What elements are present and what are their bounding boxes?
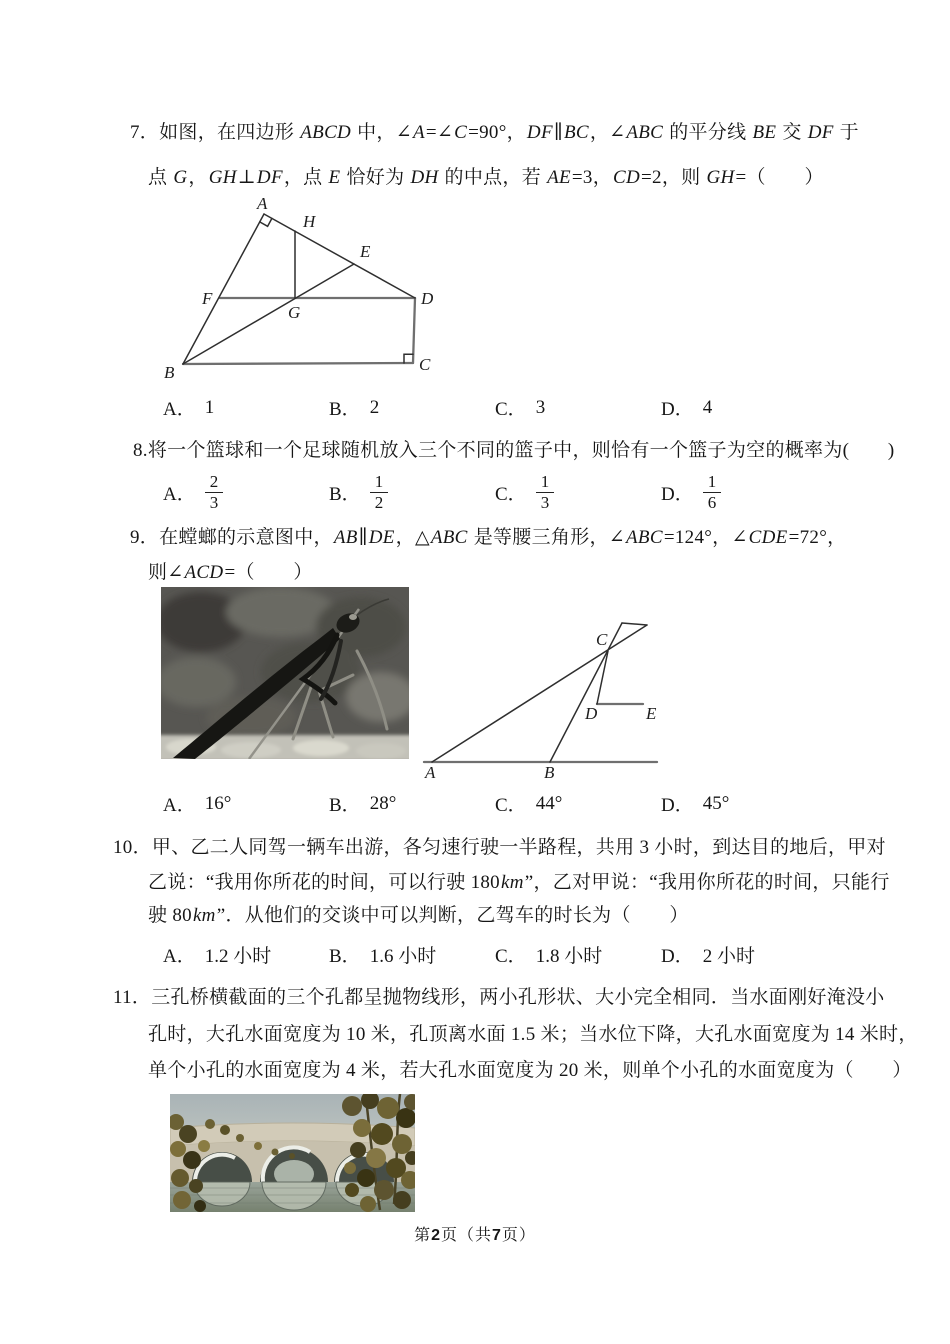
option-label: C． [495, 399, 527, 420]
option-value: 1.8 小时 [535, 946, 603, 967]
option-label: A． [163, 399, 196, 420]
q8-option-d [661, 466, 827, 518]
fig9-label-b: B [544, 763, 555, 780]
q7-option-b [329, 394, 495, 421]
q11-text-line-1: 11．三孔桥横截面的三个孔都呈抛物线形，两小孔形状、大小完全相同．当水面刚好淹没小 [113, 987, 885, 1008]
q9-options [163, 790, 843, 817]
option-value: 45° [702, 792, 730, 814]
fraction [703, 472, 722, 512]
fig7-label-b: B [164, 363, 175, 382]
fig7-label-h: H [303, 212, 316, 231]
q10-text-line-1: 10．甲、乙二人同驾一辆车出游，各匀速行驶一半路程，共用 3 小时，到达目的地后，甲对 [113, 837, 886, 858]
option-label: B． [329, 483, 361, 505]
fig9-label-d: D [585, 704, 598, 723]
fig7-label-a: A [257, 197, 268, 213]
q8-option-a [163, 466, 329, 518]
bridge-photo [170, 1094, 415, 1212]
q10-option-d [661, 941, 827, 968]
option-label: D． [661, 946, 694, 967]
q8-option-c [495, 466, 661, 518]
q7-options [163, 394, 843, 421]
q10-text-line-3: 驶 80km”．从他们的交谈中可以判断，乙驾车的时长为（ ） [148, 905, 689, 926]
q10-options [163, 941, 843, 968]
q9-geometry-figure [420, 612, 665, 780]
page-footer: 第2页（共7页） [414, 1227, 536, 1244]
q9-option-b [329, 790, 495, 817]
option-value: 28° [369, 792, 397, 814]
fig7-label-g: G [288, 303, 301, 322]
fraction-numerator: 1 [374, 471, 384, 491]
q11-text-line-2: 孔时，大孔水面宽度为 10 米，孔顶离水面 1.5 米；当水位下降，大孔水面宽度为 14 米时， [148, 1024, 918, 1045]
q10-option-b [329, 941, 495, 968]
q9-text-line-1: 9．在螳螂的示意图中，AB∥DE，△ABC 是等腰三角形，∠ABC=124°，∠CDE=72°， [130, 527, 847, 548]
q11-text-line-3: 单个小孔的水面宽度为 4 米，若大孔水面宽度为 20 米，则单个小孔的水面宽度为（ ） [148, 1060, 912, 1081]
q9-option-d [661, 790, 827, 817]
right-angle-mark-C [404, 354, 413, 363]
q8-text-line-1: 8.将一个篮球和一个足球随机放入三个不同的篮子中，则恰有一个篮子为空的概率为( ) [133, 440, 895, 461]
option-label: B． [329, 946, 361, 967]
option-label: D． [661, 399, 694, 420]
q10-option-a [163, 941, 329, 968]
option-value: 1.6 小时 [369, 946, 437, 967]
fraction-numerator: 1 [540, 471, 550, 491]
option-label: A． [163, 483, 196, 505]
fraction-denominator: 2 [370, 492, 389, 513]
option-value: 44° [535, 792, 563, 814]
option-label: A． [163, 795, 196, 816]
option-value: 2 [369, 396, 380, 418]
q7-geometry-figure [160, 197, 450, 392]
q9-text-line-2: 则∠ACD=（ ） [148, 562, 313, 583]
option-value: 4 [702, 396, 713, 418]
fig7-label-d: D [421, 289, 434, 308]
q8-option-b [329, 466, 495, 518]
option-label: C． [495, 483, 527, 505]
fraction-denominator: 6 [703, 492, 722, 513]
option-value: 1 [204, 396, 215, 418]
q10-option-c [495, 941, 661, 968]
q9-option-a [163, 790, 329, 817]
option-label: C． [495, 795, 527, 816]
fraction [205, 472, 224, 512]
q7-option-c [495, 394, 661, 421]
q7-text-line-2: 点 G，GH⊥DF，点 E 恰好为 DH 的中点，若 AE=3，CD=2，则 GH=（ ） [148, 167, 824, 188]
fraction-numerator: 2 [209, 471, 219, 491]
option-value: 3 [535, 396, 546, 418]
fig7-label-c: C [419, 355, 431, 374]
q7-option-d [661, 394, 827, 421]
option-value: 2 小时 [702, 946, 755, 967]
q8-options [163, 466, 843, 518]
option-value: 1.2 小时 [204, 946, 272, 967]
option-label: B． [329, 399, 361, 420]
fraction [536, 472, 555, 512]
q7-text-line-1: 7．如图，在四边形 ABCD 中，∠A=∠C=90°，DF∥BC，∠ABC 的平分线 BE 交 DF 于 [130, 122, 859, 143]
q9-option-c [495, 790, 661, 817]
option-label: D． [661, 795, 694, 816]
option-label: A． [163, 946, 196, 967]
q9-figure-black-edges [432, 623, 647, 762]
option-label: C． [495, 946, 527, 967]
fig9-label-a: A [425, 763, 436, 780]
fig7-label-e: E [360, 242, 371, 261]
q9-figure-gray-edges [424, 704, 657, 762]
fraction-denominator: 3 [205, 492, 224, 513]
q10-text-line-2: 乙说：“我用你所花的时间，可以行驶 180km”，乙对甲说：“我用你所花的时间，只能行 [148, 872, 890, 893]
mantis-photo [161, 587, 409, 759]
fig7-label-f: F [202, 289, 213, 308]
option-label: B． [329, 795, 361, 816]
fig9-label-e: E [646, 704, 657, 723]
option-value: 16° [204, 792, 232, 814]
option-label: D． [661, 483, 694, 505]
q7-option-a [163, 394, 329, 421]
fraction-numerator: 1 [707, 471, 717, 491]
q7-figure-black-edges [183, 214, 415, 364]
fraction [370, 472, 389, 512]
fraction-denominator: 3 [536, 492, 555, 513]
fig9-label-c: C [596, 630, 608, 649]
